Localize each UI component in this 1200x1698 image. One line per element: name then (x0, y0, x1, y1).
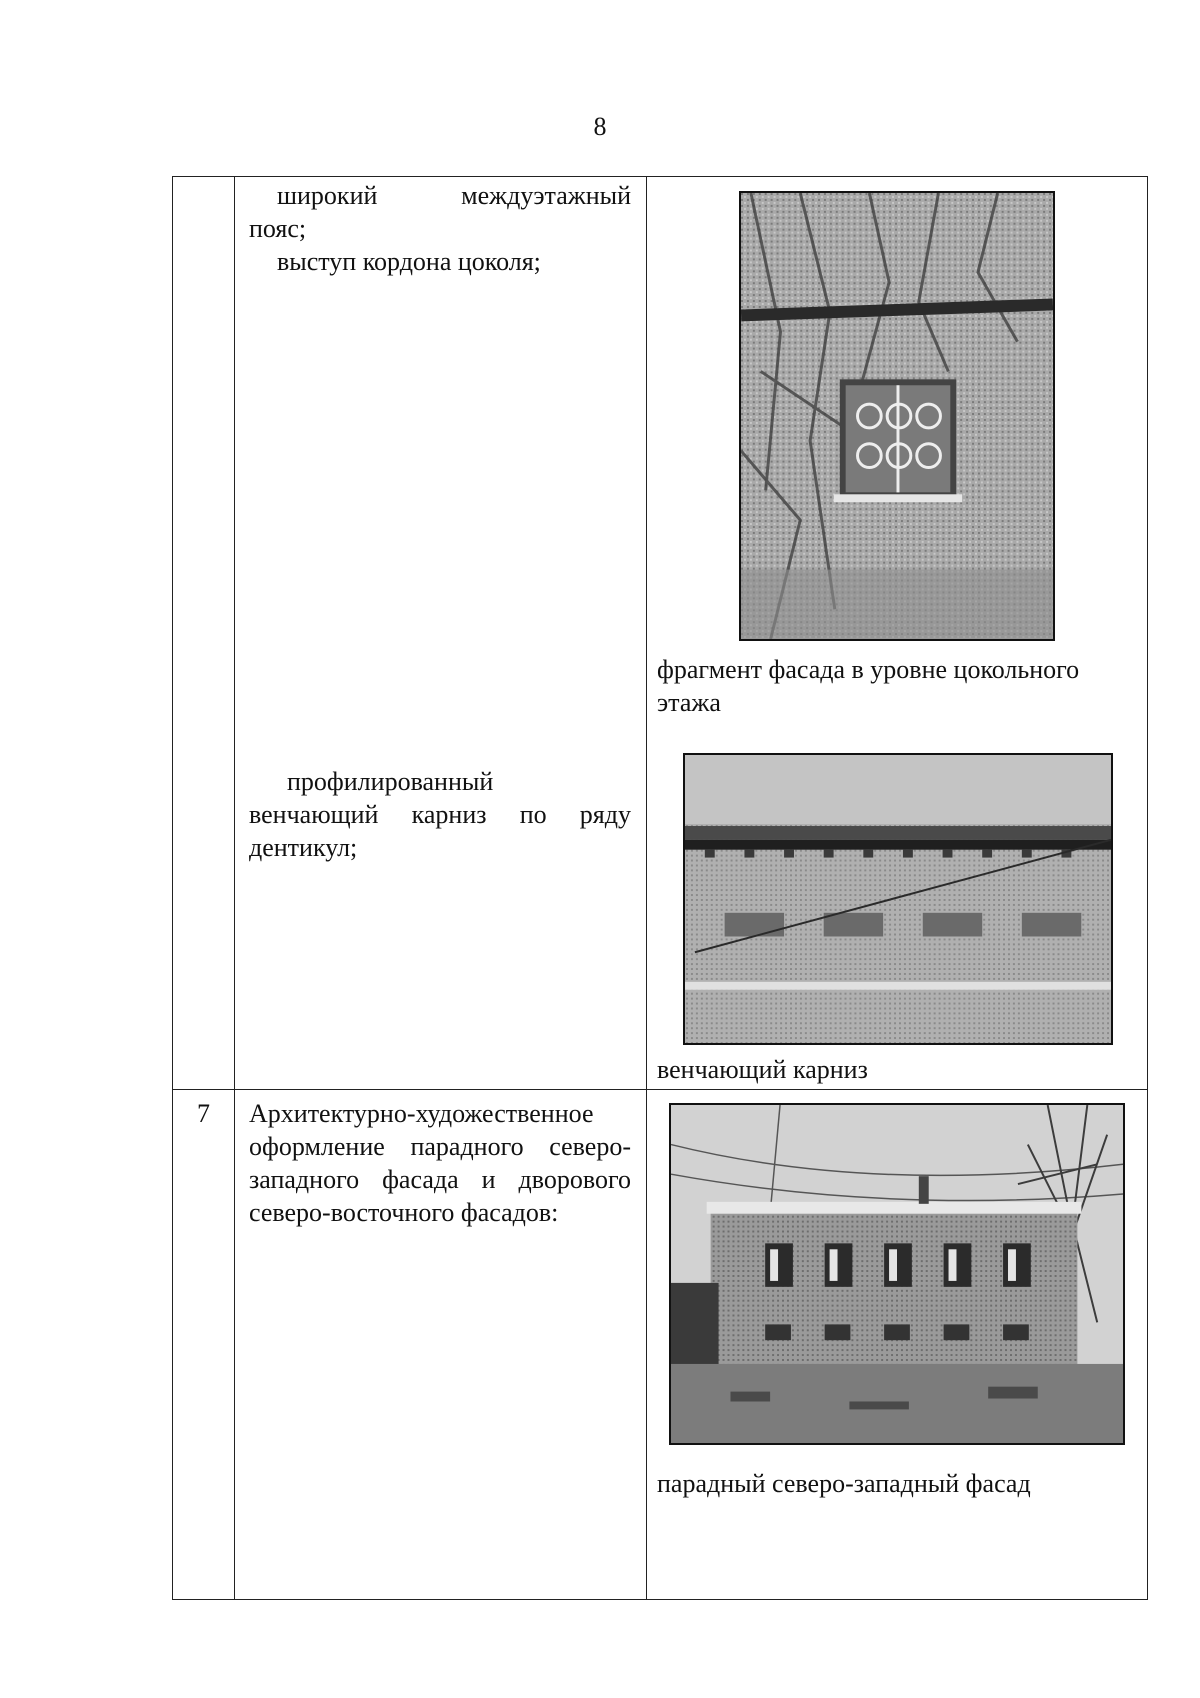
plinth-facade-photo (739, 191, 1055, 641)
column-divider (234, 177, 235, 1599)
cornice-photo (683, 753, 1113, 1045)
description-word: западного (249, 1165, 360, 1194)
facades-description (249, 1097, 631, 1229)
description-word: дворового (518, 1165, 631, 1194)
cornice-item-word: карниз (411, 800, 487, 829)
column-divider (646, 177, 647, 1599)
cornice-item-word: венчающий (249, 800, 379, 829)
north-west-facade-photo (669, 1103, 1125, 1445)
cornice-item-line: дентикул; (249, 833, 358, 862)
cornice-image (685, 755, 1111, 1043)
description-word: парадного (410, 1132, 524, 1161)
belt-item-word: широкий (277, 181, 378, 210)
description-word: оформление (249, 1132, 385, 1161)
cornice-item-word: ряду (579, 800, 631, 829)
cornice-item-word: по (519, 800, 547, 829)
description-word: фасада (382, 1165, 459, 1194)
plinth-facade-caption (657, 653, 1137, 719)
cornice-item-line: профилированный (287, 767, 494, 796)
description-word: и (481, 1165, 496, 1194)
page-number: 8 (593, 112, 607, 141)
belt-item-word: междуэтажный (461, 181, 631, 210)
plinth-cordon-item: выступ кордона цоколя; (277, 247, 541, 276)
belt-item (249, 179, 631, 245)
cornice-caption: венчающий карниз (657, 1055, 868, 1084)
plinth-facade-image (741, 193, 1053, 639)
north-west-facade-image (671, 1105, 1123, 1443)
row-divider (173, 1089, 1147, 1090)
description-word: северо- (549, 1132, 631, 1161)
caption-line: этажа (657, 688, 721, 717)
row-number: 7 (197, 1099, 210, 1128)
description-line: северо-восточного фасадов: (249, 1198, 559, 1227)
feature-table (172, 176, 1148, 1600)
caption-line: фрагмент фасада в уровне цокольного (657, 655, 1080, 684)
description-line: Архитектурно-художественное (249, 1099, 594, 1128)
north-west-facade-caption: парадный северо-западный фасад (657, 1469, 1031, 1498)
cornice-item (249, 765, 631, 864)
belt-item-line: пояс; (249, 214, 307, 243)
